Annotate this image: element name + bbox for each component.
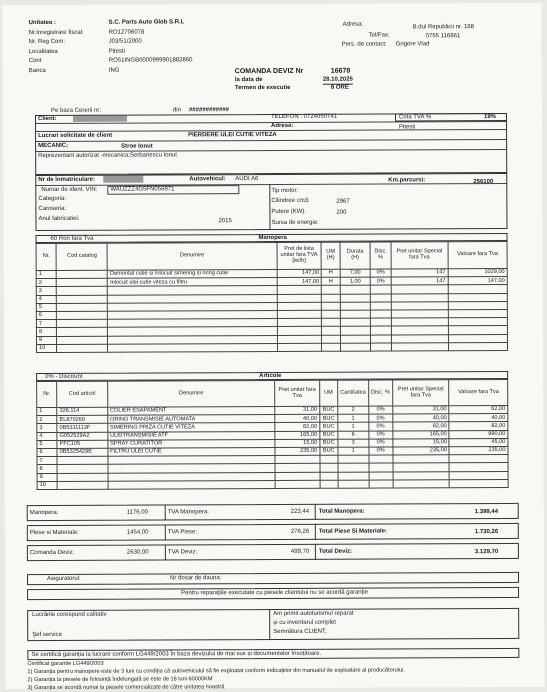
vin-label: Numar de ident. VIN: <box>41 186 98 194</box>
parts-col-header: Valoare fara Tva <box>449 379 508 405</box>
grand-total-value: 1.399,44 <box>474 509 499 516</box>
client-address-label: Adresa: <box>271 122 294 130</box>
parts-row-cell <box>369 455 393 463</box>
labor-row-cell <box>340 285 371 293</box>
parts-row-cell: BUC <box>319 406 337 414</box>
request-din-label: din <box>172 107 181 114</box>
parts-row-cell: ULEITRANSMISIE ATF <box>108 431 276 440</box>
parts-row <box>37 479 508 489</box>
labor-row-cell <box>448 285 507 293</box>
parts-row-cell <box>320 472 338 480</box>
parts-row-cell: 0% <box>368 422 392 430</box>
order-number: 16678 <box>330 67 351 75</box>
parts-row-cell: 82,00 <box>275 423 319 431</box>
grand-total-label: Total Deviz: <box>318 548 353 555</box>
labor-row-cell <box>448 342 507 350</box>
company-label: Cont <box>28 58 42 65</box>
labor-title: Manopera <box>258 234 287 242</box>
company-name: S.C. Parts Auto Glob S.R.L <box>108 19 185 26</box>
labor-row-cell <box>57 278 108 286</box>
parts-row-cell: 2 <box>338 406 369 414</box>
labor-row-cell <box>277 294 322 302</box>
company-fiscal: RO12706078 <box>108 29 145 36</box>
parts-row-cell: 3 <box>37 424 57 432</box>
parts-row-cell <box>338 455 369 463</box>
labor-row-cell: Inlocuit ulei cutie viteza cu filtru <box>108 278 277 287</box>
parts-row-cell <box>449 479 508 487</box>
client-label: Client: <box>37 115 57 123</box>
parts-row-cell <box>275 472 319 480</box>
parts-row-cell: 3 <box>338 439 369 447</box>
parts-row-cell: 165,00 <box>393 430 450 438</box>
service-chief-label: Şef service <box>32 631 62 639</box>
labor-rate: 60 Ron fara Tva <box>50 235 94 242</box>
km-value: 256100 <box>473 179 494 186</box>
parts-table <box>36 379 508 490</box>
labor-row-cell <box>448 334 507 342</box>
labor-row-cell: 5 <box>36 303 56 311</box>
company-account: RO51INGB0000999901882860 <box>108 57 193 65</box>
labor-row-cell <box>391 326 448 334</box>
total-tva-label: TVA Deviz: <box>167 549 198 556</box>
parts-row-cell: 5 <box>37 440 57 448</box>
parts-row-cell <box>57 473 108 481</box>
parts-col-header: Disc. % <box>368 380 392 406</box>
labor-row-cell <box>57 295 108 303</box>
parts-row-cell: 8 <box>37 465 57 473</box>
parts-row-cell <box>338 463 369 471</box>
labor-row-cell <box>322 327 340 335</box>
reg-redacted <box>103 176 143 183</box>
company-label: Nr.Inregistrare fiscal: <box>28 29 84 36</box>
labor-row-cell: 1029,00 <box>448 268 507 276</box>
parts-row-cell <box>108 480 276 489</box>
parts-row-cell: 1 <box>338 447 369 455</box>
address-value: B.dul Republicii nr. 168 <box>412 24 474 31</box>
parts-row-cell <box>275 480 319 488</box>
grand-total-value: 3.129,70 <box>474 549 499 556</box>
parts-row-cell: BUC <box>320 423 338 431</box>
total-amount: 2630,00 <box>126 549 149 556</box>
footer-line: Certificat garantie LG449/2003 <box>27 660 104 668</box>
labor-col-header: Disc. % <box>370 242 390 269</box>
parts-row-cell: 0B5325429E <box>57 448 108 456</box>
parts-row-cell <box>275 455 319 463</box>
labor-row-cell <box>371 343 391 351</box>
warranty-note: Pentru reparațiile executate cu piesele clientului nu se acordă garanție <box>181 589 368 597</box>
reg-label: Nr de înmatriculare: <box>38 176 95 184</box>
labor-col-header: Pret unitar Special fara Tva <box>391 242 448 269</box>
year-label: Anul fabricatiei: <box>38 215 80 223</box>
labor-row-cell <box>108 343 277 352</box>
parts-row-cell: PFC105 <box>57 440 108 448</box>
labor-row-cell: 147,00 <box>277 277 322 285</box>
labor-row-cell <box>448 301 507 309</box>
parts-row-cell: 62,00 <box>449 405 508 413</box>
parts-col-header: Cantitatea <box>338 380 369 406</box>
parts-title: Articole <box>259 372 282 380</box>
parts-row-cell: 82,00 <box>449 422 508 430</box>
labor-row-cell <box>57 303 108 311</box>
labor-row-cell: 7,00 <box>340 269 371 277</box>
client-signature-label: Semnătura CLIENT, <box>273 628 327 636</box>
labor-row-cell: 7 <box>36 320 56 328</box>
labor-row-cell <box>57 328 108 336</box>
auto-value: AUDI A6 <box>235 176 259 183</box>
labor-row-cell <box>340 294 371 302</box>
body-label: Caroseria: <box>38 205 67 213</box>
parts-discount: 0% - Discount <box>45 373 83 380</box>
labor-row-cell: 8 <box>36 328 56 336</box>
company-locality: Pitesti <box>108 48 126 55</box>
mechanic-label: MECANIC; <box>38 142 69 150</box>
tel-label: Tel/Fax: <box>368 32 390 39</box>
labor-row-cell: 1 <box>36 270 56 278</box>
parts-col-header: Nr. <box>37 381 57 407</box>
labor-row-cell <box>277 327 322 335</box>
labor-row-cell <box>448 309 507 317</box>
total-tva: 499,70 <box>290 548 310 555</box>
labor-row-cell <box>371 285 391 293</box>
parts-row-cell: 15,00 <box>275 439 319 447</box>
received-label: Am primit autoturismul reparat <box>273 610 354 618</box>
company-label: Localitatea <box>28 48 58 55</box>
company-labels <box>29 19 84 77</box>
labor-row-cell <box>340 335 371 343</box>
category-label: Categoria: <box>38 195 67 203</box>
parts-row-cell: 6 <box>37 448 57 456</box>
insurance-label: Asiguratorul: <box>47 575 81 582</box>
representative: Reprezentant autorizat -mecanica:Serbanescu Ionut <box>38 152 177 160</box>
parts-row-cell <box>449 463 508 471</box>
kw-label: Putere (KW): <box>271 208 307 216</box>
parts-row-cell: 0% <box>369 447 393 455</box>
parts-row-cell: 40,00 <box>449 414 508 422</box>
parts-row-cell <box>338 472 369 480</box>
labor-row-cell <box>391 342 448 350</box>
parts-row-cell <box>393 479 450 487</box>
parts-row-cell: 1 <box>338 422 369 430</box>
total-tva: 276,26 <box>290 528 310 535</box>
parts-row-cell: EL870260 <box>57 415 108 423</box>
labor-row-cell: Demontat cutie si înlocuit simering si oring cutie <box>108 269 277 278</box>
grand-total-label: Total Piese Si Materiale: <box>318 528 388 535</box>
labor-row-cell <box>371 302 391 310</box>
parts-row-cell: 40,00 <box>275 414 319 422</box>
labor-row-cell: 9 <box>36 336 56 344</box>
labor-row-cell <box>340 326 371 334</box>
parts-col-header: Pret unitar fara Tva <box>275 380 320 406</box>
parts-row-cell: 9 <box>37 473 57 481</box>
labor-row-cell: H <box>322 269 340 277</box>
parts-row-cell: 6 <box>338 431 369 439</box>
footer-line: 1) Garanția pentru manopere este de 3 luni cu condiția că autovehiculul să fie exploatat conform indicațiilor din manualul de exploatare al producătorului. <box>27 667 405 676</box>
labor-row-cell <box>371 326 391 334</box>
parts-row-cell <box>369 471 393 479</box>
parts-row-cell <box>57 481 108 489</box>
labor-row-cell <box>448 326 507 334</box>
labor-row-cell <box>448 318 507 326</box>
labor-row-cell <box>340 302 371 310</box>
company-values <box>109 18 193 76</box>
parts-row-cell <box>449 471 508 479</box>
grand-total-value: 1.730,26 <box>474 529 499 536</box>
total-tva-label: TVA Manopera: <box>167 509 209 516</box>
labor-col-header: Durata (H) <box>340 242 371 269</box>
company-label: Nr. Reg Com: <box>28 39 66 46</box>
company-label: Unitatea : <box>28 19 56 27</box>
labor-row-cell <box>322 335 340 343</box>
total-label: Comanda Deviz: <box>29 549 75 557</box>
order-title: COMANDA DEVIZ Nr <box>234 67 304 76</box>
cc-value: 2967 <box>336 198 350 205</box>
parts-col-header: Cod articol <box>57 381 108 407</box>
labor-row-cell <box>371 334 391 342</box>
request-label: Pe baza Cererii nr: <box>50 107 102 114</box>
labor-row-cell <box>57 270 108 278</box>
labor-row-cell: 0% <box>371 277 391 285</box>
labor-row-cell <box>277 335 322 343</box>
works-value: PIERDERE ULEI CUTIE VITEZA <box>188 131 277 139</box>
labor-row-cell <box>391 334 448 342</box>
parts-row-cell: SIMERING PRIZA CUTIE VITEZA <box>108 423 276 432</box>
client-phone: TELEFON : 0724050741 <box>270 113 338 121</box>
km-label: Km.parcursi: <box>388 177 426 184</box>
parts-row-cell: 235,00 <box>393 447 450 455</box>
labor-table <box>36 241 508 353</box>
labor-row-cell: 147,00 <box>277 269 322 277</box>
parts-row-cell: 326.114 <box>57 407 108 415</box>
parts-row-cell: 45,00 <box>449 438 508 446</box>
order-date: 28.10.2025 <box>322 76 353 83</box>
labor-row-cell <box>57 287 108 295</box>
order-term-label: Termen de executie <box>234 84 291 92</box>
labor-row-cell <box>391 301 448 309</box>
parts-row-cell <box>449 455 508 463</box>
labor-row-cell <box>391 318 448 326</box>
total-amount: 1176,00 <box>126 509 148 516</box>
parts-row-cell <box>338 480 369 488</box>
parts-row-cell <box>369 480 393 488</box>
labor-row-cell <box>57 344 108 352</box>
parts-row-cell: 0% <box>368 414 392 422</box>
dosar-label: Nr dosar de dauna: <box>170 575 222 582</box>
parts-row-cell: 0% <box>369 439 393 447</box>
labor-col-header: Valoare fara Tva <box>448 241 507 268</box>
parts-row-cell: 2 <box>37 416 57 424</box>
parts-row-cell <box>320 480 338 488</box>
cc-label: Cilindree cm3: <box>271 197 310 205</box>
labor-row-cell <box>277 343 322 351</box>
parts-row-cell: 165,00 <box>275 431 319 439</box>
labor-col-header: Pret de lista unitar fara TVA [lei/h] <box>277 242 322 269</box>
labor-col-header: Nr. <box>36 243 56 270</box>
labor-row-cell: 6 <box>36 311 56 319</box>
parts-col-header: Denumire <box>107 380 275 407</box>
contact-value: Grigore Vlad <box>395 41 430 48</box>
order-term: 8 ORE <box>330 84 349 91</box>
labor-row-cell <box>371 294 391 302</box>
labor-row-cell <box>322 286 340 294</box>
labor-col-header: Cod catalog <box>56 243 107 270</box>
labor-row-cell <box>277 302 322 310</box>
tva-value: 19% <box>483 114 497 121</box>
labor-row-cell <box>391 310 448 318</box>
parts-row-cell: 31,00 <box>393 406 450 414</box>
total-label: Manopera: <box>29 509 59 517</box>
parts-row-cell: ORING TRANSMISIE AUTOMATA <box>107 415 275 424</box>
parts-row-cell <box>57 465 108 473</box>
vin-value: WAUZZZ4G5FN056971 <box>107 185 239 194</box>
footer-line: 2) Garanția la piesele de folosință îndelungată se este de 18 luni 60000KM <box>27 676 213 684</box>
total-tva-label: TVA Piese: <box>167 529 198 536</box>
address-label: Adresa: <box>342 21 364 28</box>
labor-row-cell <box>371 310 391 318</box>
labor-row-cell <box>340 343 371 351</box>
order-date-label: la data de <box>234 77 263 84</box>
parts-row-cell <box>320 464 338 472</box>
deviz-document <box>3 3 545 692</box>
labor-row-cell <box>322 318 340 326</box>
parts-col-header: Pret unitar Special fara Tva <box>392 380 449 406</box>
year-value: 2015 <box>218 218 232 225</box>
parts-row-cell: G052529A2 <box>57 432 108 440</box>
insurance-box <box>27 572 519 585</box>
labor-row-cell <box>322 310 340 318</box>
parts-row-cell: 7 <box>37 457 57 465</box>
labor-col-header: Denumire <box>107 242 276 270</box>
parts-row-cell: 0B5311113F <box>57 424 108 432</box>
labor-row-cell <box>277 286 322 294</box>
parts-row-cell: COLIER ESAPAMENT <box>107 406 275 415</box>
parts-row-cell <box>57 456 108 464</box>
parts-row-cell: SPRAY CURATITOR <box>108 439 276 448</box>
parts-row-cell <box>393 471 450 479</box>
auto-label: Autovehicul: <box>189 176 226 183</box>
labor-row-cell <box>391 293 448 301</box>
parts-row-cell: 1 <box>338 414 369 422</box>
parts-row-cell <box>369 463 393 471</box>
parts-row-cell: 235,00 <box>449 446 508 454</box>
parts-row-cell: BUC <box>320 431 338 439</box>
labor-row-cell <box>340 310 371 318</box>
parts-row-cell <box>393 455 450 463</box>
client-address-value: Pitesti <box>399 124 416 131</box>
company-regcom: J03/51/2000 <box>108 38 142 45</box>
parts-row-cell <box>320 455 338 463</box>
labor-row-cell: 3 <box>36 287 56 295</box>
parts-row-cell: 990,00 <box>449 430 508 438</box>
parts-row-cell: 4 <box>37 432 57 440</box>
parts-row-cell: FILTRU ULEI CUTIE <box>108 447 276 456</box>
labor-row-cell <box>340 318 371 326</box>
tva-label: Cota TVA % <box>398 114 432 121</box>
company-label: Banca <box>28 67 46 75</box>
tel-value: 0755 116961 <box>425 33 461 40</box>
parts-row-cell: 82,00 <box>393 422 450 430</box>
motor-label: Tip motor: <box>271 187 299 195</box>
parts-row-cell: 1 <box>37 407 57 415</box>
labor-row-cell: H <box>322 277 340 285</box>
labor-col-header: UM (H) <box>321 242 339 269</box>
inventory-label: şi cu inventarul complet <box>273 619 336 627</box>
labor-row-cell: 1,00 <box>340 277 371 285</box>
contact-label: Pers. de contact: <box>341 41 387 48</box>
parts-row-cell <box>393 463 450 471</box>
parts-row-cell: 0% <box>368 406 392 414</box>
total-label: Piese si Materiale: <box>29 529 79 537</box>
company-bank: ING <box>108 67 120 74</box>
parts-row-cell: 40,00 <box>393 414 450 422</box>
energy-label: Sursa de energie: <box>271 219 319 227</box>
labor-row-cell <box>391 285 448 293</box>
labor-row-cell <box>57 336 108 344</box>
labor-row-cell <box>322 343 340 351</box>
footer-line: 3) Garanția se acordă numai la piesele comercializate de către unitatea noastră <box>27 684 225 692</box>
grand-total-label: Total Manopera: <box>318 508 365 515</box>
labor-row-cell <box>277 310 322 318</box>
parts-row-cell: 15,00 <box>393 438 450 446</box>
total-tva: 223,44 <box>290 508 310 515</box>
client-name-redacted <box>73 115 127 122</box>
parts-row-cell: 235,00 <box>275 447 319 455</box>
works-label: Lucrari solicitate de client <box>38 132 113 140</box>
labor-row-cell <box>322 302 340 310</box>
labor-row-cell: 147 <box>391 277 448 285</box>
labor-row-cell: 147,00 <box>448 277 507 285</box>
parts-row-cell <box>275 464 319 472</box>
labor-row-cell: 0% <box>370 269 390 277</box>
kw-value: 200 <box>336 209 347 216</box>
labor-row-cell <box>371 318 391 326</box>
total-amount: 1454,00 <box>126 529 149 536</box>
certify-text: Se certifică garanția la lucrare conform LG449/2003 În baza devizului de mai sus și documentelor însoțitoare. <box>31 650 322 659</box>
parts-row-cell: 0% <box>369 431 393 439</box>
labor-row-cell: 4 <box>36 295 56 303</box>
labor-row-cell: 10 <box>36 344 56 352</box>
labor-row-cell <box>57 311 108 319</box>
labor-row <box>36 342 507 352</box>
quality-label: Lucrările corespund calitativ <box>32 611 107 619</box>
parts-row-cell: BUC <box>320 414 338 422</box>
labor-row-cell <box>448 293 507 301</box>
mechanic-value: Stroe Ionut <box>121 143 153 150</box>
parts-row-cell: 31,00 <box>275 406 319 414</box>
labor-row-cell <box>57 319 108 327</box>
parts-col-header: UM <box>319 380 337 406</box>
labor-row-cell <box>322 294 340 302</box>
labor-row-cell: 2 <box>36 279 56 287</box>
parts-row-cell: 10 <box>37 481 57 489</box>
parts-row-cell: BUC <box>320 439 338 447</box>
request-din-value: ############ <box>188 107 230 114</box>
parts-row-cell: BUC <box>320 447 338 455</box>
labor-row-cell: 147 <box>391 269 448 277</box>
labor-row-cell <box>277 318 322 326</box>
